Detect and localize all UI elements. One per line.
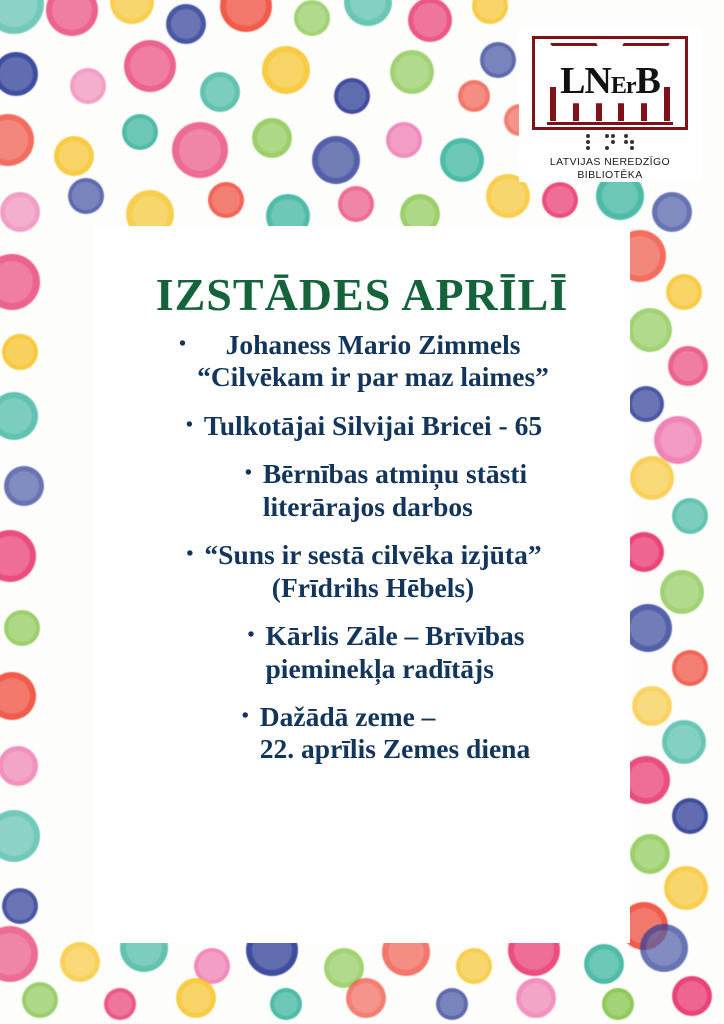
list-item-text	[263, 458, 527, 523]
confetti-dot	[124, 40, 176, 92]
confetti-dot	[4, 466, 44, 506]
confetti-dot	[0, 392, 38, 440]
confetti-dot	[672, 498, 708, 534]
confetti-dot	[252, 118, 292, 158]
confetti-dot	[456, 948, 492, 984]
bullet-icon: •	[179, 333, 187, 355]
bullet-icon: •	[186, 543, 194, 566]
confetti-dot	[208, 182, 244, 218]
list-item	[94, 410, 630, 442]
confetti-dot	[104, 988, 136, 1020]
confetti-dot	[312, 136, 360, 184]
confetti-dot	[0, 52, 38, 96]
list-item	[94, 701, 630, 766]
confetti-dot	[542, 182, 578, 218]
list-item	[94, 539, 630, 604]
exhibition-list	[94, 329, 630, 766]
confetti-dot	[2, 888, 38, 924]
list-item-line: Johaness Mario Zimmels	[225, 329, 521, 360]
bullet-icon: •	[244, 462, 252, 485]
confetti-dot	[4, 610, 40, 646]
confetti-dot	[166, 4, 206, 44]
bullet-icon: •	[185, 413, 193, 436]
confetti-dot	[0, 746, 38, 786]
confetti-dot	[630, 456, 674, 500]
confetti-dot	[624, 604, 672, 652]
bullet-icon: •	[247, 624, 255, 647]
confetti-dot	[200, 72, 240, 112]
confetti-dot	[110, 0, 154, 24]
confetti-dot	[628, 308, 672, 352]
confetti-dot	[270, 988, 302, 1020]
confetti-dot	[0, 530, 36, 582]
confetti-dot	[122, 114, 158, 150]
list-item-line: 22. aprīlis Zemes diena	[259, 733, 531, 765]
confetti-dot	[666, 274, 702, 310]
confetti-dot	[480, 42, 516, 78]
confetti-dot	[662, 720, 706, 764]
confetti-dot	[584, 944, 624, 984]
list-item-line: (Frīdrihs Hēbels)	[271, 571, 475, 603]
page-title: IZSTĀDES APRĪLĪ	[155, 269, 569, 320]
confetti-dot	[386, 122, 422, 158]
list-item-line: literārajos darbos	[262, 490, 473, 522]
list-item-text	[266, 620, 525, 685]
confetti-dot	[346, 978, 386, 1018]
confetti-dot	[632, 686, 672, 726]
confetti-dot	[338, 186, 374, 222]
library-logo-card	[519, 26, 701, 182]
list-item	[94, 329, 630, 394]
list-item	[94, 620, 630, 685]
confetti-dot	[172, 122, 228, 178]
logo-caption-line1: LATVIJAS NEREDZĪGO	[549, 155, 671, 168]
confetti-dot	[436, 988, 468, 1020]
confetti-dot	[408, 0, 452, 42]
confetti-dot	[628, 386, 664, 422]
list-item-line: “Cilvēkam ir par maz laimes”	[197, 361, 549, 393]
confetti-dot	[654, 416, 702, 464]
confetti-dot	[54, 136, 94, 176]
list-item-line: Kārlis Zāle – Brīvības	[265, 620, 525, 652]
list-item-text	[197, 329, 549, 394]
list-item	[94, 458, 630, 523]
list-item-text	[260, 701, 530, 766]
confetti-dot	[176, 978, 216, 1018]
confetti-dot	[660, 570, 704, 614]
confetti-dot	[672, 650, 708, 686]
list-item-line: Bērnības atmiņu stāsti	[262, 458, 528, 490]
confetti-dot	[220, 0, 272, 32]
confetti-dot	[440, 138, 484, 182]
list-item-line: Tulkotājai Silvijai Bricei - 65	[203, 409, 543, 441]
confetti-dot	[294, 0, 330, 36]
confetti-dot	[0, 672, 36, 720]
list-item-line: Dažādā zeme –	[259, 700, 436, 732]
confetti-dot	[0, 926, 38, 982]
logo-wordmark: LNErB	[560, 60, 660, 103]
confetti-dot	[344, 0, 392, 26]
confetti-dot	[2, 334, 38, 370]
confetti-dot	[672, 798, 708, 834]
confetti-dot	[0, 0, 44, 34]
confetti-dot	[0, 810, 40, 862]
confetti-dot	[664, 866, 708, 910]
content-panel	[94, 226, 630, 943]
confetti-dot	[624, 532, 664, 572]
confetti-dot	[640, 924, 688, 972]
confetti-dot	[672, 976, 712, 1016]
confetti-dot	[472, 0, 508, 24]
list-item-text	[204, 410, 542, 442]
confetti-dot	[262, 46, 310, 94]
confetti-dot	[602, 988, 634, 1020]
confetti-dot	[652, 192, 692, 232]
confetti-dot	[68, 178, 104, 214]
bullet-icon: •	[241, 704, 249, 727]
confetti-dot	[46, 0, 98, 36]
confetti-dot	[390, 50, 434, 94]
confetti-dot	[668, 346, 708, 386]
list-item-line: “Suns ir sestā cilvēka izjūta”	[204, 539, 542, 571]
confetti-dot	[516, 978, 556, 1018]
confetti-dot	[458, 80, 490, 112]
confetti-dot	[0, 114, 34, 166]
confetti-dot	[630, 834, 670, 874]
confetti-dot	[60, 942, 100, 982]
logo-caption-line2: BIBLIOTĒKA	[577, 168, 643, 181]
confetti-dot	[334, 78, 370, 114]
confetti-dot	[0, 254, 40, 310]
confetti-dot	[70, 68, 106, 104]
base-line-icon	[547, 122, 673, 125]
confetti-dot	[22, 982, 58, 1018]
braille-dots-icon	[586, 134, 634, 150]
logo-emblem-icon	[532, 36, 688, 130]
logo-caption	[550, 156, 670, 182]
list-item-text	[204, 539, 541, 604]
confetti-dot	[0, 192, 40, 232]
list-item-line: pieminekļa radītājs	[265, 652, 494, 684]
